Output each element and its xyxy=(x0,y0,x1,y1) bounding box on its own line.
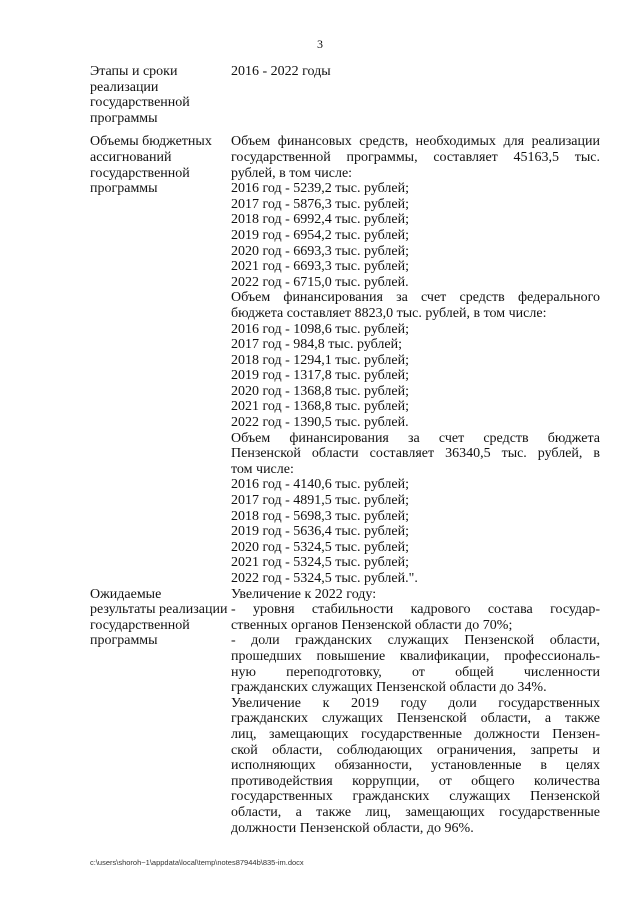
value-line: 2017 год - 4891,5 тыс. рублей; xyxy=(231,493,410,509)
value-line: Пензенской области составляет 36340,5 тыс. рублей, в xyxy=(231,446,600,462)
value-line: 2020 год - 6693,3 тыс. рублей; xyxy=(231,243,410,259)
value-line: ственных органов Пензенской области до 70%; xyxy=(231,617,513,633)
value-line: 2016 год - 4140,6 тыс. рублей; xyxy=(231,477,410,493)
value-line: 2021 год - 1368,8 тыс. рублей; xyxy=(231,399,410,415)
page-number: 3 xyxy=(317,37,323,51)
value-line: 2020 год - 5324,5 тыс. рублей; xyxy=(231,539,410,555)
row-label: Ожидаемые результаты реализации государственной программы xyxy=(90,586,228,649)
value-line: Увеличение к 2019 году доли государственных xyxy=(231,695,600,711)
value-line: 2018 год - 6992,4 тыс. рублей; xyxy=(231,212,410,228)
value-line: лиц, замещающих государственные должности Пензен- xyxy=(231,726,600,742)
row-budget-allocations xyxy=(90,134,598,586)
value-line: Объем финансовых средств, необходимых для реализации xyxy=(231,134,600,150)
value-line: 2018 год - 1294,1 тыс. рублей; xyxy=(231,352,410,368)
row-label: Объемы бюджетных ассигнований государственной программы xyxy=(90,134,212,197)
value-line: 2016 год - 1098,6 тыс. рублей; xyxy=(231,321,410,337)
value-line: 2019 год - 5636,4 тыс. рублей; xyxy=(231,524,410,540)
value-line: 2019 год - 1317,8 тыс. рублей; xyxy=(231,368,410,384)
value-line: ную переподготовку, от общей численности xyxy=(231,664,600,680)
value-line: государственной программы, составляет 45163,5 тыс. xyxy=(231,149,600,165)
value-line: 2022 год - 1390,5 тыс. рублей. xyxy=(231,415,409,431)
value-line: - доли гражданских служащих Пензенской области, xyxy=(231,633,600,649)
row-value xyxy=(231,587,600,837)
row-stages-and-terms xyxy=(90,64,598,126)
value-line: ской области, соблюдающих ограничения, запреты и xyxy=(231,742,600,758)
value-line: гражданских служащих Пензенской области до 34%. xyxy=(231,680,547,696)
value-line: 2021 год - 6693,3 тыс. рублей; xyxy=(231,259,410,275)
value-line: исполняющих обязанности, установленные в целях xyxy=(231,758,600,774)
value-line: прошедших повышение квалификации, профессиональ- xyxy=(231,648,600,664)
value-line: 2019 год - 6954,2 тыс. рублей; xyxy=(231,227,410,243)
value-line: рублей, в том числе: xyxy=(231,165,353,181)
value-line: 2022 год - 6715,0 тыс. рублей. xyxy=(231,274,409,290)
value-line: 2017 год - 984,8 тыс. рублей; xyxy=(231,337,403,353)
program-passport-table xyxy=(90,64,598,836)
value-line: 2021 год - 5324,5 тыс. рублей; xyxy=(231,555,410,571)
value-line: 2016 - 2022 годы xyxy=(231,64,331,79)
row-expected-results xyxy=(90,587,598,837)
value-line: том числе: xyxy=(231,461,294,477)
value-line: Увеличение к 2022 году: xyxy=(231,586,377,602)
row-value xyxy=(231,64,600,126)
value-line: 2022 год - 5324,5 тыс. рублей.". xyxy=(231,571,418,586)
value-line: - уровня стабильности кадрового состава государ- xyxy=(231,602,600,618)
value-line: Объем финансирования за счет средств федерального xyxy=(231,290,600,306)
value-line: области, а также лиц, замещающих государственные xyxy=(231,804,600,820)
value-line: Объем финансирования за счет средств бюджета xyxy=(231,430,600,446)
value-line: гражданских служащих Пензенской области, а также xyxy=(231,711,600,727)
value-line: 2018 год - 5698,3 тыс. рублей; xyxy=(231,508,410,524)
value-line: бюджета составляет 8823,0 тыс. рублей, в том числе: xyxy=(231,305,547,321)
value-line: должности Пензенской области, до 96%. xyxy=(231,820,474,836)
value-line: 2017 год - 5876,3 тыс. рублей; xyxy=(231,196,410,212)
row-value xyxy=(231,134,600,586)
value-line: противодействия коррупции, от общего количества xyxy=(231,773,600,789)
value-line: государственных гражданских служащих Пензенской xyxy=(231,789,600,805)
value-line: 2020 год - 1368,8 тыс. рублей; xyxy=(231,383,410,399)
value-line: 2016 год - 5239,2 тыс. рублей; xyxy=(231,181,410,197)
file-path-footer: c:\users\shoroh~1\appdata\local\temp\notes87944b\835-im.docx xyxy=(90,858,304,867)
row-label: Этапы и сроки реализации государственной программы xyxy=(90,64,190,126)
